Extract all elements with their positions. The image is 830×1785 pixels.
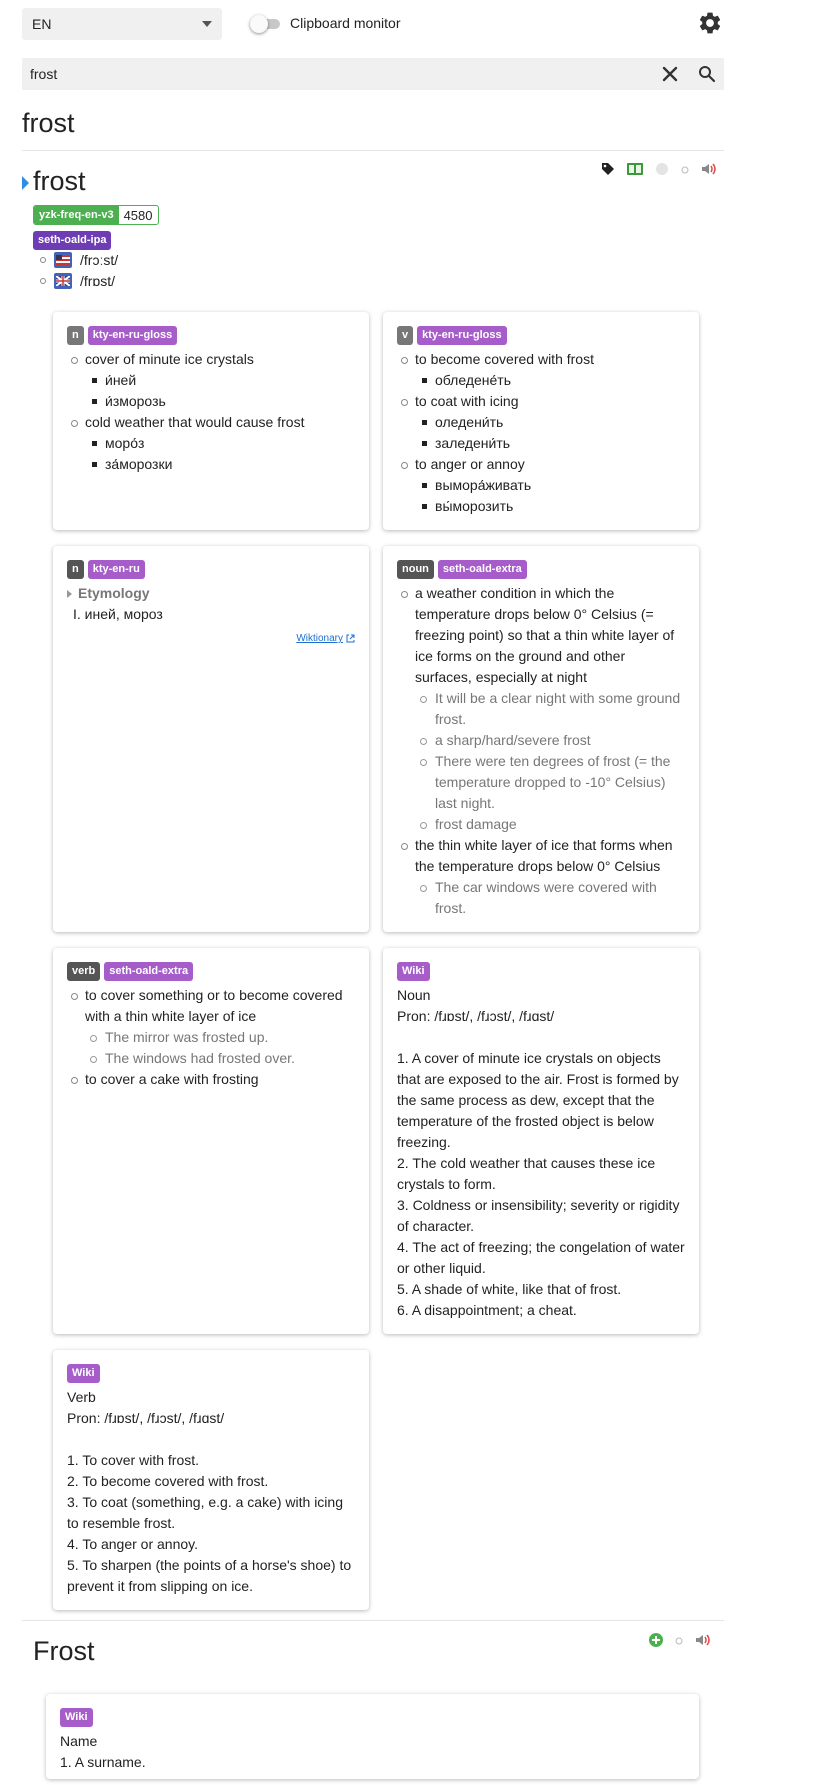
translation-item: и́зморозь — [85, 391, 355, 412]
frequency-dictionary: yzk-freq-en-v3 — [34, 206, 119, 224]
wiki-definition: Name 1. A surname. — [60, 1733, 146, 1770]
dot-icon — [680, 162, 690, 178]
translation-item: за́морозки — [85, 454, 355, 475]
pos-tag: verb — [67, 962, 100, 981]
sense-item: I. иней, мороз — [73, 606, 163, 622]
tag-icon[interactable] — [600, 161, 616, 180]
close-icon[interactable] — [660, 64, 680, 84]
translation-item: вымора́живать — [415, 475, 685, 496]
pos-tag: n — [67, 560, 84, 579]
dictionary-tag: kty-en-ru — [88, 560, 145, 579]
dictionary-tag: Wiki — [67, 1364, 100, 1383]
query-title: frost — [22, 108, 75, 138]
add-card-icon[interactable] — [648, 1632, 664, 1651]
search-input-value: frost — [30, 66, 58, 82]
dictionary-tag: kty-en-ru-gloss — [417, 326, 506, 345]
sense-item: to coat with icing оледени́ть заледени́ть — [397, 391, 685, 454]
dictionary-tag: seth-oald-extra — [438, 560, 527, 579]
wiki-definition: Verb Pron: /fɹɒst/, /fɹɔst/, /fɹɑst/ 1. To cover with frost. 2. To become covered with frost. 3. To coat (something, e.g. a cake) with icing to resemble frost. 4. To anger or annoy. 5. To sharpen (the points of a horse's shoe) to prevent it from slipping on ice. — [67, 1389, 352, 1594]
dot-icon — [674, 1633, 684, 1649]
definition-card — [383, 546, 699, 932]
search-input[interactable] — [22, 58, 724, 90]
translation-item: моро́з — [85, 433, 355, 454]
pronunciation-ipa: /frɒst/ — [80, 273, 116, 289]
entry-actions — [600, 161, 718, 179]
definition-card — [53, 312, 369, 530]
wiktionary-link[interactable]: Wiktionary — [296, 628, 355, 649]
clipboard-monitor-toggle[interactable] — [250, 14, 280, 34]
frequency-badge — [33, 205, 159, 225]
pronunciation-ipa: /frɔːst/ — [80, 252, 119, 268]
pronunciation-us — [40, 252, 118, 268]
entry-actions — [648, 1632, 712, 1650]
example-item: The mirror was frosted up. — [85, 1027, 355, 1048]
dictionary-tag: Wiki — [397, 962, 430, 981]
chevron-down-icon — [202, 21, 212, 27]
speaker-icon[interactable] — [700, 162, 718, 179]
entry-term: Frost — [33, 1636, 95, 1666]
pos-tag: n — [67, 326, 84, 345]
translation-item: оледени́ть — [415, 412, 685, 433]
clipboard-monitor-label: Clipboard monitor — [290, 15, 401, 31]
pronunciation-uk — [40, 273, 115, 289]
translation-item: заледени́ть — [415, 433, 685, 454]
dictionary-tag: kty-en-ru-gloss — [88, 326, 177, 345]
sense-item: to anger or annoy вымора́живать вы́морозить — [397, 454, 685, 517]
frequency-value: 4580 — [123, 208, 153, 223]
sense-item: to cover a cake with frosting — [67, 1069, 355, 1090]
translation-item: и́ней — [85, 370, 355, 391]
pos-tag: v — [397, 326, 413, 345]
translation-item: обледене́ть — [415, 370, 685, 391]
divider — [22, 150, 724, 151]
pronunciation-dictionary-tag: seth-oald-ipa — [33, 230, 111, 250]
sense-item: a weather condition in which the temperature drops below 0° Celsius (= freezing point) so that a thin white layer of ice forms on the ground and other surfaces, especially at night It will be a clear night with some ground frost. a sharp/hard/severe frost There were ten degrees of frost (= the temperature dropped to -10° Celsius) last night. frost damage — [397, 583, 685, 835]
example-item: There were ten degrees of frost (= the temperature dropped to -10° Celsius) last night. — [415, 751, 685, 814]
expand-arrow-icon[interactable] — [22, 176, 29, 190]
expand-arrow-icon — [67, 590, 72, 598]
wiki-definition: Noun Pron: /fɹɒst/, /fɹɔst/, /fɹɑst/ 1. A cover of minute ice crystals on objects that are exposed to the air. Frost is formed by the same process as dew, except that the temperature of the frosted object is below freezing. 2. The cold weather that causes these ice crystals to form. 3. Coldness or insensibility; severity or rigidity of character. 4. The act of freezing; the congelation of water or other liquid. 5. A shade of white, like that of frost. 6. A disappointment; a cheat. — [397, 987, 685, 1318]
sense-item: the thin white layer of ice that forms when the temperature drops below 0° Celsius The car windows were covered with frost. — [397, 835, 685, 919]
definition-card — [53, 546, 369, 932]
add-card-icon[interactable] — [654, 161, 670, 180]
pos-tag: noun — [397, 560, 434, 579]
example-item: a sharp/hard/severe frost — [415, 730, 685, 751]
sense-item: to become covered with frost обледене́ть — [397, 349, 685, 391]
example-item: frost damage — [415, 814, 685, 835]
language-select[interactable] — [22, 8, 222, 40]
example-item: The car windows were covered with frost. — [415, 877, 685, 919]
search-icon[interactable] — [697, 64, 717, 84]
sense-item: cold weather that would cause frost моро́з за́морозки — [67, 412, 355, 475]
translation-item: вы́морозить — [415, 496, 685, 517]
definition-card — [46, 1694, 699, 1779]
example-item: The windows had frosted over. — [85, 1048, 355, 1069]
gear-icon[interactable] — [697, 10, 723, 36]
definition-card — [383, 312, 699, 530]
dictionary-tag: Wiki — [60, 1708, 93, 1727]
entry-term: frost — [33, 166, 86, 196]
definition-card — [53, 1350, 369, 1610]
language-value: EN — [32, 16, 52, 32]
dictionary-tag: seth-oald-extra — [104, 962, 193, 981]
us-flag-icon — [54, 252, 72, 268]
book-icon[interactable] — [626, 162, 644, 179]
sense-item: to cover something or to become covered with a thin white layer of ice The mirror was frosted up. The windows had frosted over. — [67, 985, 355, 1069]
sense-item: cover of minute ice crystals и́ней и́зморозь — [67, 349, 355, 412]
etymology-toggle[interactable]: Etymology — [67, 583, 355, 604]
divider — [22, 1620, 724, 1621]
speaker-icon[interactable] — [694, 1633, 712, 1650]
example-item: It will be a clear night with some ground frost. — [415, 688, 685, 730]
definition-card — [53, 948, 369, 1334]
uk-flag-icon — [54, 273, 72, 289]
definition-card — [383, 948, 699, 1334]
external-link-icon — [346, 634, 355, 643]
